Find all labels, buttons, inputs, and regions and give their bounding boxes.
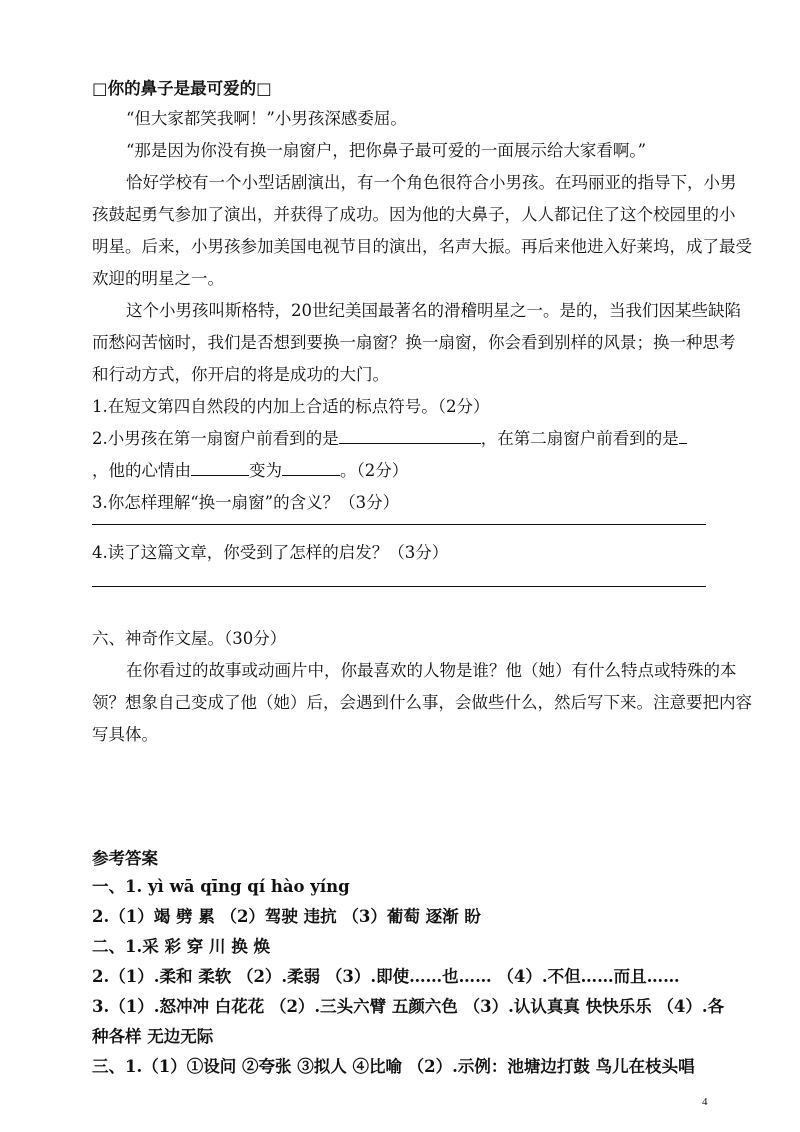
- story-paragraph: 恰好学校有一个小型话剧演出，有一个角色很符合小男孩。在玛丽亚的指导下，小男: [126, 173, 737, 192]
- composition-prompt: 领？想象自己变成了他（她）后，会遇到什么事，会做些什么，然后写下来。注意要把内容: [92, 693, 752, 712]
- story-title-line: □你的鼻子是最可爱的□: [92, 79, 272, 98]
- story-paragraph: 而愁闷苦恼时，我们是否想到要换一扇窗？换一扇窗，你会看到别样的风景；换一种思考: [92, 333, 736, 352]
- question-2: [92, 428, 732, 450]
- composition-prompt: 在你看过的故事或动画片中，你最喜欢的人物是谁？他（她）有什么特点或特殊的本: [126, 661, 737, 680]
- story-paragraph: 孩鼓起勇气参加了演出，并获得了成功。因为他的大鼻子，人人都记住了这个校园里的小: [92, 205, 736, 224]
- question-1: 1.在短文第四自然段的内加上合适的标点符号。（2分）: [92, 397, 490, 416]
- question-2-text: 变为: [249, 461, 282, 480]
- question-4: 4.读了这篇文章，你受到了怎样的启发？（3分）: [92, 543, 449, 562]
- question-2-text: ，他的心情由: [92, 461, 191, 480]
- question-2-text: 。（2分）: [340, 461, 409, 480]
- answer-key-line: 3.（1）.怒冲冲 白花花 （2）.三头六臂 五颜六色 （3）.认认真真 快快乐乐 （4）.各: [92, 997, 725, 1016]
- story-paragraph: 和行动方式，你开启的将是成功的大门。: [92, 365, 389, 384]
- story-paragraph: 欢迎的明星之一。: [92, 269, 224, 288]
- page-number: 4: [702, 1096, 708, 1108]
- answer-key-line: 三、1.（1）①设问 ②夸张 ③拟人 ④比喻 （2）.示例：池塘边打鼓 鸟儿在枝头唱: [92, 1057, 695, 1076]
- question-2-text: 2.小男孩在第一扇窗户前看到的是: [92, 429, 339, 448]
- answer-key-heading: 参考答案: [92, 849, 158, 868]
- story-paragraph: 明星。后来，小男孩参加美国电视节目的演出，名声大振。再后来他进入好莱坞，成了最受: [92, 237, 752, 256]
- question-3: 3.你怎样理解“换一扇窗”的含义？（3分）: [92, 493, 400, 512]
- story-paragraph: “那是因为你没有换一扇窗户，把你鼻子最可爱的一面展示给大家看啊。”: [126, 141, 647, 160]
- answer-line[interactable]: [92, 586, 706, 587]
- story-paragraph: “但大家都笑我啊！”小男孩深感委屈。: [126, 109, 407, 128]
- answer-key-line: 一、1. yì wā qīng qí hào yíng: [92, 877, 350, 896]
- answer-blank[interactable]: [679, 429, 687, 444]
- answer-blank[interactable]: [282, 461, 340, 476]
- question-2-continued: [92, 460, 732, 482]
- answer-blank[interactable]: [191, 461, 249, 476]
- answer-key-line: 二、1.采 彩 穿 川 换 焕: [92, 937, 270, 956]
- answer-key-line: 种各样 无边无际: [92, 1027, 214, 1046]
- composition-heading: 六、神奇作文屋。（30分）: [92, 629, 287, 648]
- answer-line[interactable]: [92, 524, 706, 525]
- story-paragraph: 这个小男孩叫斯格特，20世纪美国最著名的滑稽明星之一。是的，当我们因某些缺陷: [126, 301, 741, 320]
- composition-prompt: 写具体。: [92, 725, 158, 744]
- answer-key-line: 2.（1）.柔和 柔软 （2）.柔弱 （3）.即使……也…… （4）.不但……而且……: [92, 967, 680, 986]
- answer-blank[interactable]: [339, 429, 481, 444]
- answer-key-line: 2.（1）竭 劈 累 （2）驾驶 违抗 （3）葡萄 逐渐 盼: [92, 907, 481, 926]
- question-2-text: ，在第二扇窗户前看到的是: [480, 429, 679, 448]
